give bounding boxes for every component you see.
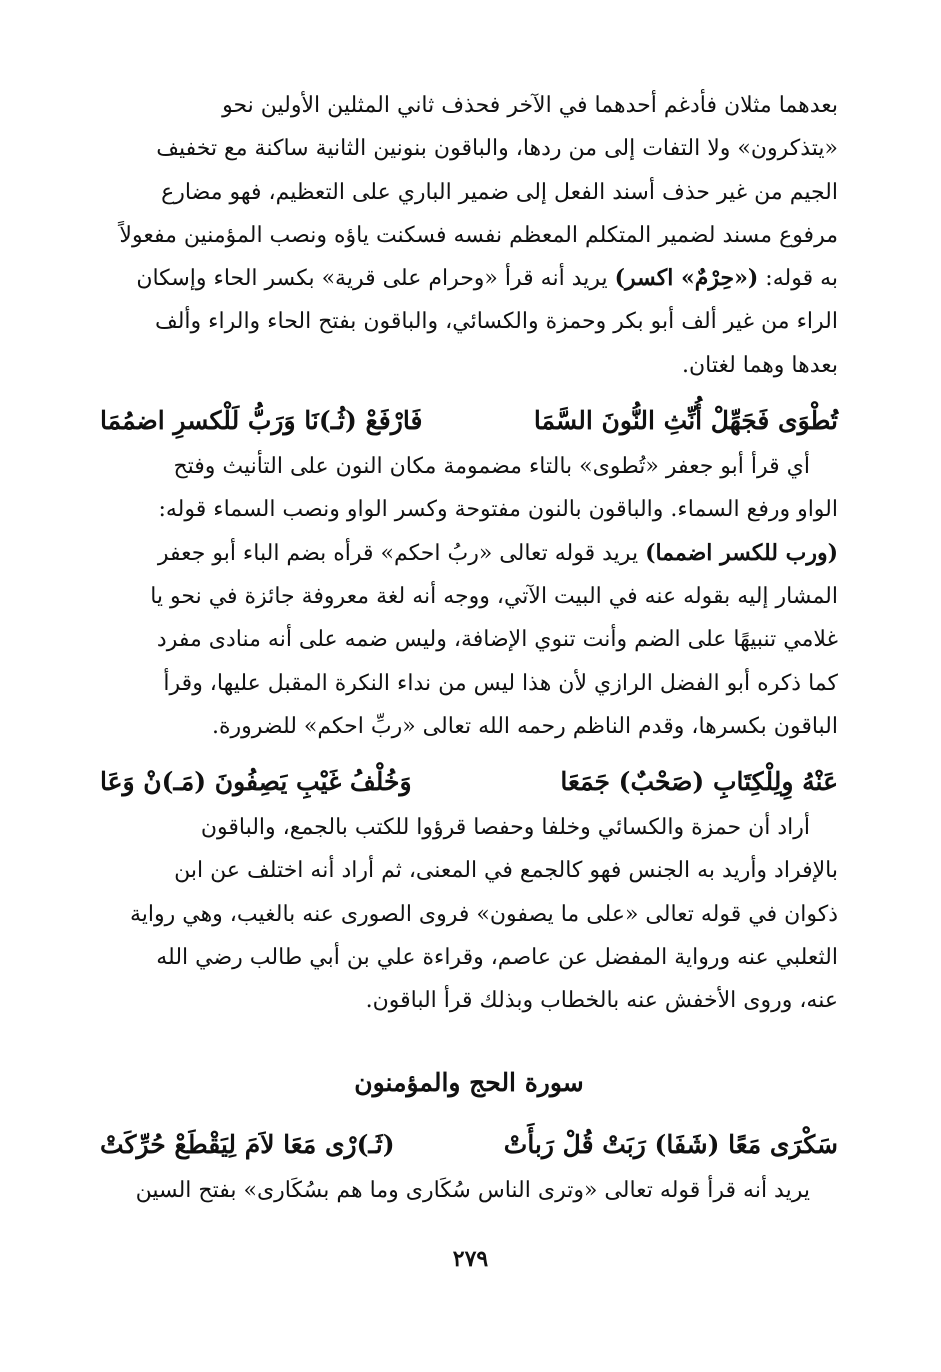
text-run: يريد أنه قرأ «وحرام على قرية» بكسر الحاء وإسكان: [136, 266, 615, 292]
text-line: أي قرأ أبو جعفر «تُطوى» بالتاء مضمومة مكان النون على التأنيث وفتح: [173, 454, 810, 480]
text-line: الجيم من غير حذف أسند الفعل إلى ضمير الباري على التعظيم، فهو مضارع: [161, 179, 838, 205]
text-line: بعدهما مثلان فأدغم أحدهما في الآخر فحذف ثاني المثلين الأولين نحو: [222, 93, 838, 118]
commentary-block-1: [100, 84, 838, 387]
verse-left-hemistich: فَارْفَعْ (ثُـ)نَا وَرَبُّ لَلْكسرِ اضمُمَا: [100, 406, 423, 436]
text-line: المشار إليه بقوله عنه في البيت الآتي، ووجه أنه لغة معروفة جائزة في نحو يا: [150, 583, 838, 609]
commentary-block-2: [100, 445, 838, 748]
verse-left-hemistich: وَخُلْفُ غَيْبِ يَصِفُونَ (مَـ)نْ وَعَا: [100, 767, 412, 797]
text-line: مرفوع مسند لضمير المتكلم المعظم نفسه فسكنت ياؤه ونصب المؤمنين مفعولاً: [119, 222, 838, 248]
text-line: غلامي تنبيهًا على الضم وأنت تنوي الإضافة، وليس ضمه على أنه منادى مفرد: [156, 627, 838, 653]
verse-left-hemistich: (ثَـ)رْى مَعَا لاَمَ لِيَقْطَعْ حُرِّكَتْ: [100, 1129, 395, 1159]
text-line: الثعلبي عنه ورواية المفضل عن عاصم، وقراءة علي بن أبي طالب رضي الله: [156, 945, 838, 971]
text-line: عنه، وروى الأخفش عنه بالخطاب وبذلك قرأ الباقون.: [365, 988, 838, 1014]
text-line: أراد أن حمزة والكسائي وخلفا وحفصا قرؤوا للكتب بالجمع، والباقون: [200, 815, 810, 841]
commentary-block-4: [100, 1169, 838, 1212]
page-body: [100, 84, 838, 1212]
page-number: ٢٧٩: [452, 1246, 489, 1272]
text-line: ذكوان في قوله تعالى «على ما يصفون» فروى الصورى عنه بالغيب، وهي رواية: [129, 901, 838, 927]
verse-right-hemistich: سَكْرَى مَعًا (شَفَا) رَبَتْ قُلْ رَبأَتْ: [503, 1129, 838, 1159]
text-line: بالإفراد وأريد به الجنس فهو كالجمع في المعنى، ثم أراد أنه اختلف عن ابن: [174, 858, 838, 884]
text-run: يريد قوله تعالى «ربُ احكم» قرأه بضم الباء أبو جعفر: [157, 540, 646, 566]
verse-line-3: [100, 1125, 838, 1165]
text-line: يريد أنه قرأ قوله تعالى «وترى الناس سُكَارى وما هم بسُكَارى» بفتح السين: [135, 1177, 810, 1203]
surah-heading: سورة الحج والمؤمنون: [354, 1067, 584, 1097]
text-line: «يتذكرون» ولا التفات إلى من ردها، والباقون بنونين الثانية ساكنة مع تخفيف: [156, 136, 838, 162]
text-line: كما ذكره أبو الفضل الرازي لأن هذا ليس من نداء النكرة المقبل عليها، وقرأ: [163, 670, 838, 696]
text-run: به قوله:: [758, 266, 838, 292]
text-line: الواو ورفع السماء. والباقون بالنون مفتوحة وكسر الواو ونصب السماء قوله:: [158, 497, 838, 523]
bold-quote: («حِرْمٌ» اكسر): [614, 265, 759, 292]
text-line: [100, 257, 838, 300]
verse-line-2: [100, 762, 838, 802]
verse-right-hemistich: عَنْهُ وِلِلْكِتَابِ (صَحْبٌ) جَمَعَا: [560, 767, 838, 797]
text-line: بعدها وهما لغتان.: [681, 352, 838, 378]
verse-line-1: [100, 401, 838, 441]
verse-right-hemistich: تُطْوَى فَجَهِّلْ أُنِّثِ النُّونَ السَّمَا: [533, 406, 838, 436]
commentary-block-3: [100, 806, 838, 1022]
text-line: الباقون بكسرها، وقدم الناظم رحمه الله تعالى «ربِّ احكم» للضرورة.: [211, 713, 838, 739]
text-line: [100, 532, 838, 575]
bold-quote: (ورب للكسر اضمما): [645, 539, 838, 566]
text-line: الراء من غير ألف أبو بكر وحمزة والكسائي، والباقون بفتح الحاء والراء وألف: [154, 309, 838, 335]
